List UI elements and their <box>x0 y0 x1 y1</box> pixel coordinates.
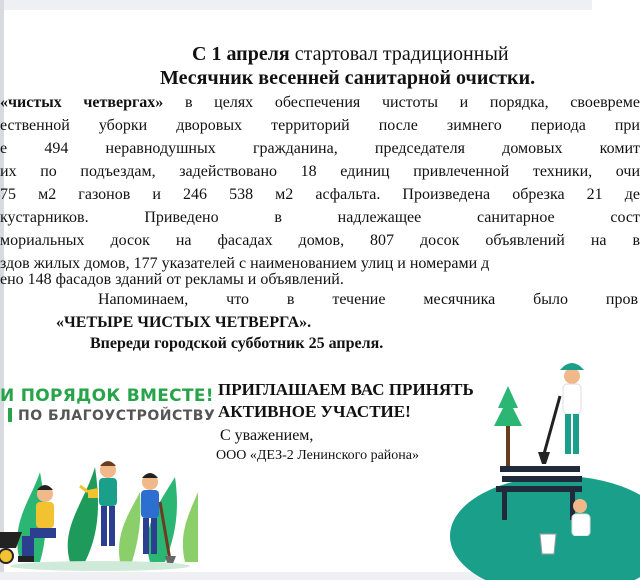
clean-thursdays-bold: «чистых четвергах» <box>0 94 164 111</box>
bucket <box>540 534 556 554</box>
person-with-shovel-right <box>538 363 584 464</box>
invite-line-1: ПРИГЛАШАЕМ ВАС ПРИНЯТЬ <box>218 380 474 399</box>
headline-rest: стартовал традиционный <box>289 43 509 65</box>
body-line-2: ественной уборки дворовых территорий после зимнего периода при <box>0 117 640 134</box>
body-line-1-rest: в целях обеспечения чистоты и порядка, своевреме <box>163 94 640 111</box>
viewer-top-edge <box>0 0 592 10</box>
banner-bar <box>8 408 12 422</box>
banner-subtitle <box>8 408 215 424</box>
body-line-3: е 494 неравнодушных гражданина, председателя домовых комит <box>0 140 640 157</box>
body-line-4: их по подъездам, задействовано 18 единиц привлеченной техники, очи <box>0 163 640 180</box>
tree <box>494 386 522 472</box>
body-line-5: 75 м2 газонов и 246 538 м2 асфальта. Произведена обрезка 21 де <box>0 186 640 203</box>
signature-regards: С уважением, <box>220 427 314 444</box>
banner-subtitle-text: ПО БЛАГОУСТРОЙСТВУ <box>18 408 216 424</box>
body-line-1 <box>0 93 640 113</box>
body-line-6: кустарников. Приведено в надлежащее санитарное сост <box>0 209 640 226</box>
headline-line-1 <box>192 42 509 66</box>
body-line-9: ено 148 фасадов зданий от рекламы и объявлений. <box>0 271 344 288</box>
park-bench-illustration <box>460 356 592 572</box>
volunteers-planting-illustration <box>0 432 200 572</box>
four-clean-thursdays: «ЧЕТЫРЕ ЧИСТЫХ ЧЕТВЕРГА». <box>56 314 312 331</box>
headline-title: Месячник весенней санитарной очистки. <box>160 67 536 89</box>
headline-date: С 1 апреля <box>192 43 290 65</box>
body-line-8: здов жилых домов, 177 указателей с наименованием улиц и номерами д <box>0 255 490 272</box>
signature-organization: ООО «ДЕЗ-2 Ленинского района» <box>216 448 419 463</box>
subbotnik-announcement: Впереди городской субботник 25 апреля. <box>90 335 384 352</box>
body-line-7: мориальных досок на фасадах домов, 807 досок объявлений на в <box>0 232 640 249</box>
reminder-line: Напоминаем, что в течение месячника было пров <box>98 291 638 308</box>
invite-line-2: АКТИВНОЕ УЧАСТИЕ! <box>218 402 411 421</box>
banner-slogan: И ПОРЯДОК ВМЕСТЕ! <box>0 386 214 406</box>
